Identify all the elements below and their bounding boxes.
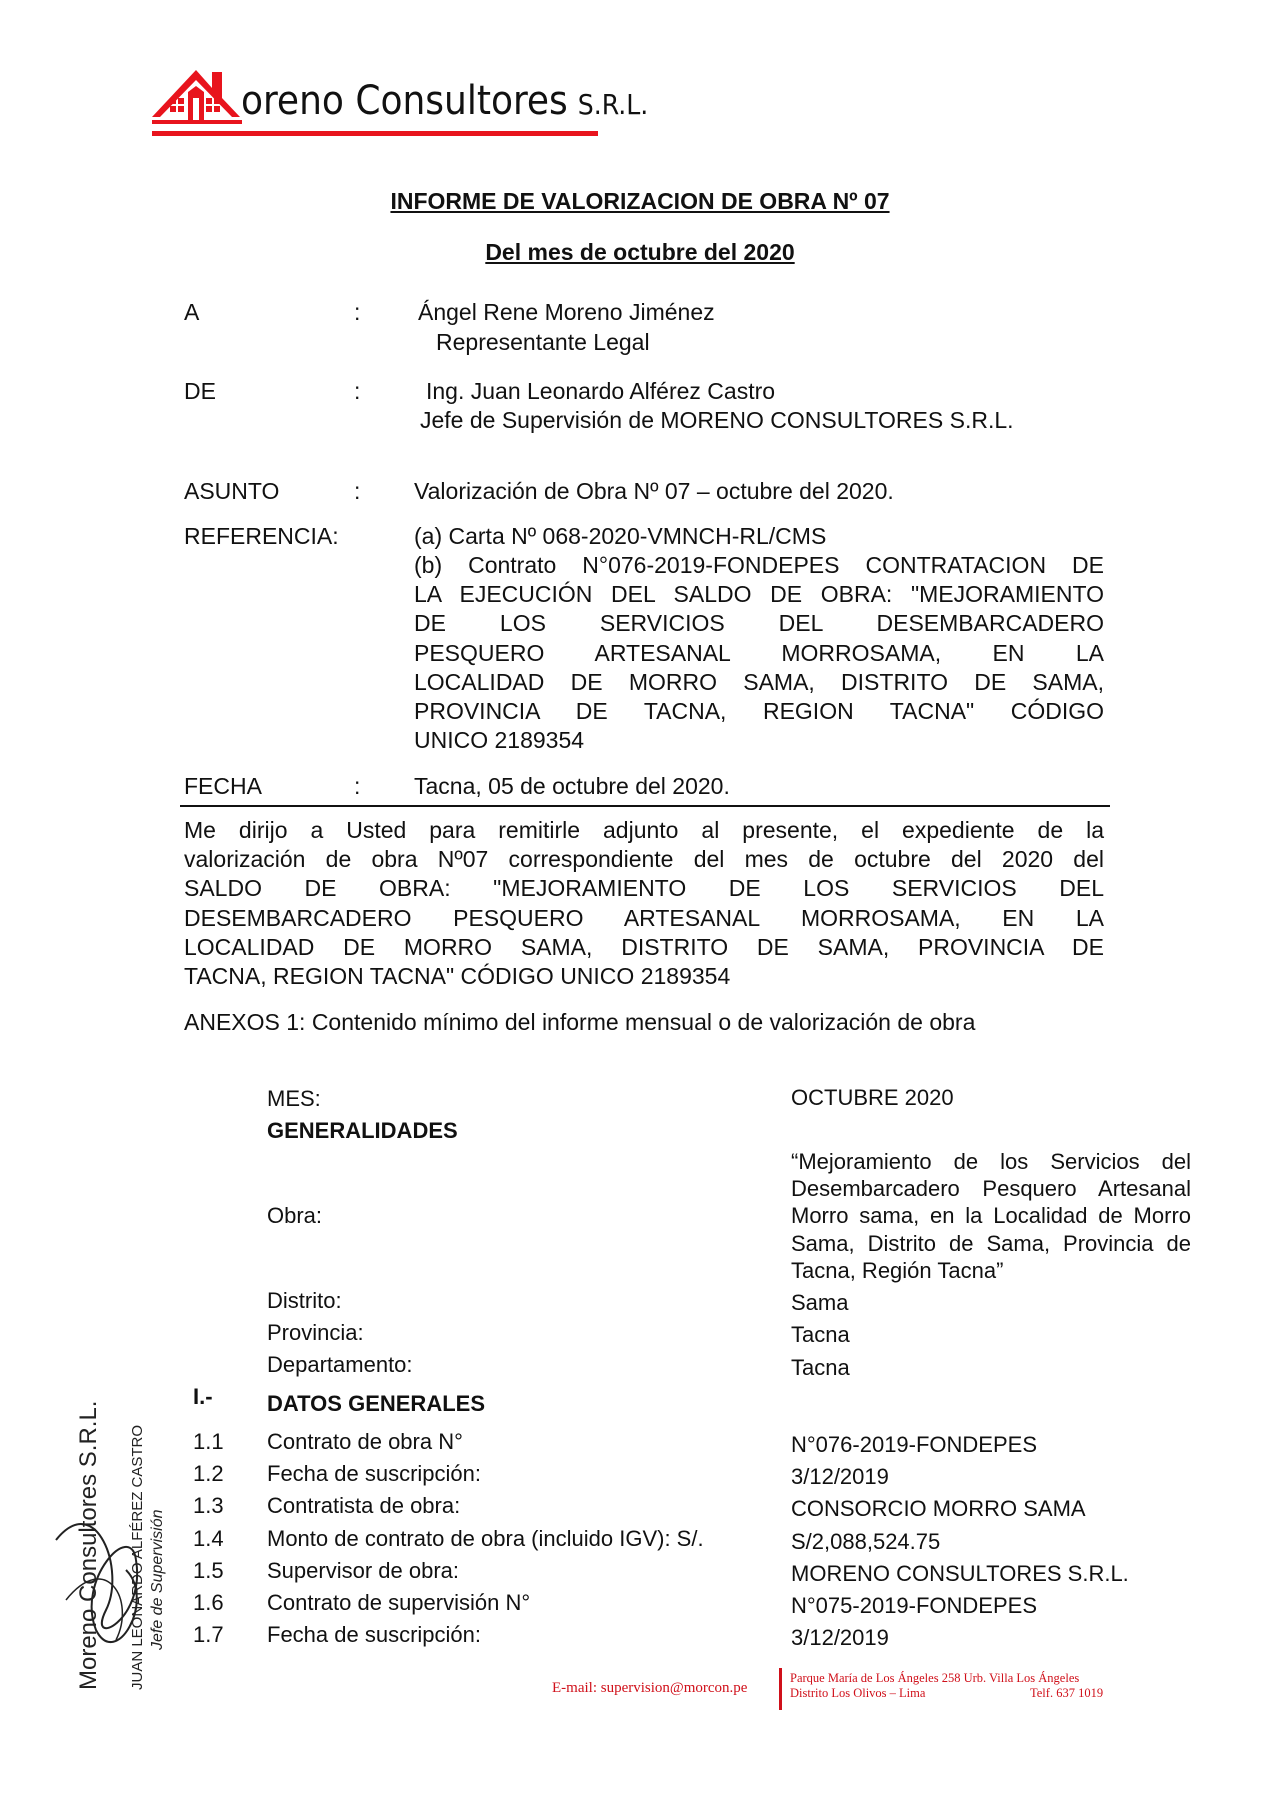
footer-address-line-1: Parque María de Los Ángeles 258 Urb. Villa Los Ángeles — [790, 1671, 1080, 1685]
reference-b-line: LOCALIDAD DE MORRO SAMA, DISTRITO DE SAMA, — [414, 668, 1104, 695]
row-number: 1.6 — [193, 1590, 224, 1615]
document-title: INFORME DE VALORIZACION DE OBRA Nº 07 — [390, 188, 890, 214]
row-label: Fecha de suscripción: — [267, 1622, 481, 1647]
to-name: Ángel Rene Moreno Jiménez — [418, 299, 715, 325]
row-value: MORENO CONSULTORES S.R.L. — [791, 1561, 1129, 1586]
distrito-label: Distrito: — [267, 1288, 342, 1313]
row-label: Contrato de supervisión N° — [267, 1590, 531, 1615]
to-colon: : — [354, 299, 361, 325]
footer-phone: Telf. 637 1019 — [1030, 1686, 1104, 1700]
reference-b — [414, 551, 1104, 755]
departamento-value: Tacna — [791, 1355, 850, 1380]
generalidades-heading: GENERALIDADES — [267, 1118, 458, 1143]
obra-line: Tacna, Región Tacna” — [791, 1257, 1004, 1283]
row-number: 1.2 — [193, 1461, 224, 1486]
reference-b-line: (b) Contrato N°076-2019-FONDEPES CONTRATACION DE — [414, 552, 1104, 578]
document-subtitle: Del mes de octubre del 2020 — [485, 239, 795, 265]
signature-stamp — [36, 1370, 186, 1700]
date-colon: : — [354, 773, 361, 799]
row-number: 1.5 — [193, 1558, 224, 1583]
row-value: 3/12/2019 — [791, 1464, 889, 1489]
reference-b-line: PROVINCIA DE TACNA, REGION TACNA" CÓDIGO — [414, 698, 1104, 725]
distrito-value: Sama — [791, 1290, 849, 1315]
footer-address-line-2: Distrito Los Olivos – Lima — [790, 1686, 926, 1700]
footer-address-line-2-row — [790, 1686, 1104, 1701]
mes-label: MES: — [267, 1086, 321, 1111]
from-label: DE — [184, 378, 216, 404]
subject-colon: : — [354, 478, 361, 504]
body-line: LOCALIDAD DE MORRO SAMA, DISTRITO DE SAMA, PROVINCIA DE — [184, 933, 1104, 960]
reference-a: (a) Carta Nº 068-2020-VMNCH-RL/CMS — [414, 523, 827, 549]
departamento-label: Departamento: — [267, 1352, 413, 1377]
body-line: SALDO DE OBRA: "MEJORAMIENTO DE LOS SERVICIOS DEL — [184, 875, 1104, 902]
row-label: Monto de contrato de obra (incluido IGV): S/. — [267, 1526, 704, 1551]
annex-title: ANEXOS 1: Contenido mínimo del informe mensual o de valorización de obra — [184, 1009, 976, 1035]
footer-address — [790, 1671, 1104, 1701]
stamp-person: JUAN LEONARDO ALFÉREZ CASTRO — [129, 1424, 146, 1690]
footer-divider — [779, 1668, 782, 1710]
to-label: A — [184, 299, 200, 325]
row-number: 1.3 — [193, 1493, 224, 1518]
reference-label: REFERENCIA: — [184, 523, 339, 549]
row-label: Contrato de obra N° — [267, 1429, 463, 1454]
memo-divider — [180, 805, 1110, 807]
obra-value — [791, 1148, 1191, 1284]
provincia-label: Provincia: — [267, 1320, 364, 1345]
row-number: 1.1 — [193, 1429, 224, 1454]
date-label: FECHA — [184, 773, 262, 799]
body-line: valorización de obra Nº07 correspondiente del mes de octubre del 2020 del — [184, 846, 1104, 873]
row-number: 1.7 — [193, 1622, 224, 1647]
from-colon: : — [354, 378, 361, 404]
provincia-value: Tacna — [791, 1322, 850, 1347]
from-name: Ing. Juan Leonardo Alférez Castro — [426, 378, 776, 404]
body-line: TACNA, REGION TACNA" CÓDIGO UNICO 2189354 — [184, 963, 731, 990]
obra-label: Obra: — [267, 1203, 323, 1228]
row-value: 3/12/2019 — [791, 1625, 889, 1650]
row-label: Supervisor de obra: — [267, 1558, 459, 1583]
obra-line: Desembarcadero Pesquero Artesanal — [791, 1176, 1191, 1202]
row-number: 1.4 — [193, 1526, 224, 1551]
obra-line: Morro sama, en la Localidad de Morro — [791, 1203, 1191, 1229]
header-rule — [152, 131, 598, 136]
subject-text: Valorización de Obra Nº 07 – octubre del 2020. — [414, 478, 894, 504]
logo-text: oreno Consultores S.R.L. — [241, 78, 649, 124]
body-paragraph — [184, 816, 1104, 991]
row-label: Contratista de obra: — [267, 1493, 461, 1518]
to-role: Representante Legal — [436, 329, 650, 355]
date-text: Tacna, 05 de octubre del 2020. — [414, 773, 730, 799]
body-line: DESEMBARCADERO PESQUERO ARTESANAL MORROSAMA, EN LA — [184, 904, 1104, 931]
mes-value: OCTUBRE 2020 — [791, 1085, 954, 1110]
section-number: I.- — [193, 1384, 213, 1409]
row-value: S/2,088,524.75 — [791, 1529, 941, 1554]
row-value: N°076-2019-FONDEPES — [791, 1432, 1038, 1457]
obra-line: “Mejoramiento de los Servicios del — [791, 1149, 1191, 1174]
reference-b-line: PESQUERO ARTESANAL MORROSAMA, EN LA — [414, 639, 1104, 666]
datos-heading: DATOS GENERALES — [267, 1391, 485, 1416]
body-line: Me dirijo a Usted para remitirle adjunto al presente, el expediente de la — [184, 817, 1104, 843]
subject-label: ASUNTO — [184, 478, 280, 504]
reference-b-line: UNICO 2189354 — [414, 727, 585, 754]
company-logo-icon — [152, 62, 242, 126]
from-role: Jefe de Supervisión de MORENO CONSULTORES S.R.L. — [420, 407, 1014, 433]
row-label: Fecha de suscripción: — [267, 1461, 481, 1486]
stamp-company: Moreno Consultores S.R.L. — [75, 1400, 102, 1690]
reference-b-line: LA EJECUCIÓN DEL SALDO DE OBRA: "MEJORAMIENTO — [414, 581, 1104, 608]
reference-b-line: DE LOS SERVICIOS DEL DESEMBARCADERO — [414, 610, 1104, 637]
stamp-role: Jefe de Supervisión — [149, 1509, 166, 1650]
obra-line: Sama, Distrito de Sama, Provincia de — [791, 1230, 1191, 1256]
footer-email[interactable]: E-mail: supervision@morcon.pe — [552, 1680, 748, 1696]
row-value: CONSORCIO MORRO SAMA — [791, 1496, 1086, 1521]
row-value: N°075-2019-FONDEPES — [791, 1593, 1038, 1618]
